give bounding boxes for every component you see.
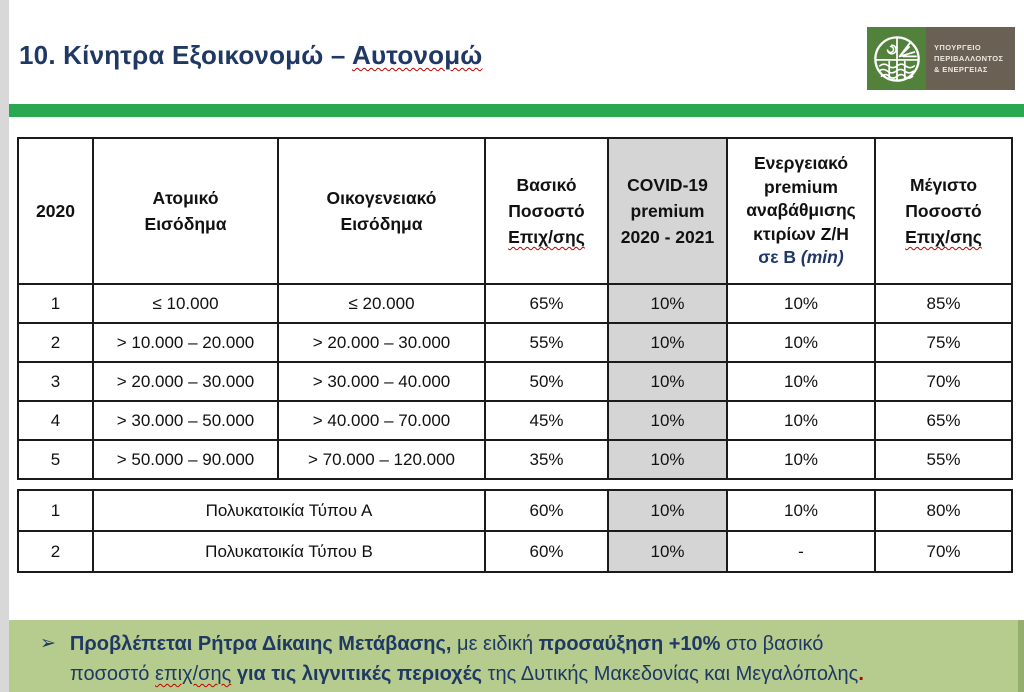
cell-energy-premium: 10% xyxy=(727,440,875,479)
cell-personal-income: > 50.000 – 90.000 xyxy=(93,440,278,479)
cell-energy-premium: 10% xyxy=(727,323,875,362)
cell-covid-premium: 10% xyxy=(608,440,727,479)
cell-personal-income: > 10.000 – 20.000 xyxy=(93,323,278,362)
cell-row-number: 1 xyxy=(18,284,93,323)
ministry-emblem-icon xyxy=(867,27,926,90)
table-row xyxy=(18,531,1012,572)
cell-covid-premium: 10% xyxy=(608,284,727,323)
cell-base-rate: 35% xyxy=(485,440,608,479)
cell-covid-premium: 10% xyxy=(608,362,727,401)
cell-energy-premium: 10% xyxy=(727,362,875,401)
table-row xyxy=(18,323,1012,362)
ministry-name-line3: & ΕΝΕΡΓΕΙΑΣ xyxy=(934,65,988,75)
cell-max-rate: 85% xyxy=(875,284,1012,323)
cell-covid-premium: 10% xyxy=(608,323,727,362)
cell-row-number: 3 xyxy=(18,362,93,401)
col-header-covid-premium: COVID-19 premium 2020 - 2021 xyxy=(608,138,727,284)
just-transition-note xyxy=(9,620,1024,692)
ministry-logo xyxy=(867,27,1015,90)
cell-covid-premium: 10% xyxy=(608,531,727,572)
cell-row-number: 4 xyxy=(18,401,93,440)
cell-row-number: 2 xyxy=(18,531,93,572)
cell-building-type: Πολυκατοικία Τύπου Α xyxy=(93,490,485,531)
cell-personal-income: > 20.000 – 30.000 xyxy=(93,362,278,401)
cell-energy-premium: 10% xyxy=(727,284,875,323)
cell-max-rate: 70% xyxy=(875,362,1012,401)
cell-base-rate: 55% xyxy=(485,323,608,362)
cell-max-rate: 80% xyxy=(875,490,1012,531)
page-title xyxy=(19,40,482,71)
cell-base-rate: 60% xyxy=(485,490,608,531)
cell-base-rate: 65% xyxy=(485,284,608,323)
cell-max-rate: 65% xyxy=(875,401,1012,440)
col-header-max-rate: Μέγιστο Ποσοστό Επιχ/σης xyxy=(875,138,1012,284)
col-header-base-rate: Βασικό Ποσοστό Επιχ/σης xyxy=(485,138,608,284)
cell-building-type: Πολυκατοικία Τύπου Β xyxy=(93,531,485,572)
table-row xyxy=(18,440,1012,479)
ministry-name xyxy=(926,27,1015,90)
cell-energy-premium: 10% xyxy=(727,490,875,531)
cell-family-income: > 70.000 – 120.000 xyxy=(278,440,485,479)
cell-covid-premium: 10% xyxy=(608,401,727,440)
ministry-name-line1: ΥΠΟΥΡΓΕΙΟ xyxy=(934,42,982,52)
cell-covid-premium: 10% xyxy=(608,490,727,531)
cell-base-rate: 45% xyxy=(485,401,608,440)
cell-base-rate: 50% xyxy=(485,362,608,401)
cell-base-rate: 60% xyxy=(485,531,608,572)
title-divider-bar xyxy=(9,104,1024,117)
table-row xyxy=(18,401,1012,440)
cell-personal-income: > 30.000 – 50.000 xyxy=(93,401,278,440)
cell-family-income: > 40.000 – 70.000 xyxy=(278,401,485,440)
cell-family-income: ≤ 20.000 xyxy=(278,284,485,323)
cell-row-number: 2 xyxy=(18,323,93,362)
cell-family-income: > 30.000 – 40.000 xyxy=(278,362,485,401)
apartment-buildings-table xyxy=(17,489,1013,573)
arrow-bullet-icon: ➢ xyxy=(40,633,56,654)
cell-max-rate: 55% xyxy=(875,440,1012,479)
note-text xyxy=(70,629,864,689)
cell-max-rate: 75% xyxy=(875,323,1012,362)
cell-row-number: 1 xyxy=(18,490,93,531)
page-title-main: 10. Κίνητρα Εξοικονομώ – xyxy=(19,40,352,70)
page-title-wavy-word: Αυτονομώ xyxy=(351,40,483,70)
col-header-personal-income: Ατομικό Εισόδημα xyxy=(93,138,278,284)
note-line-1: Προβλέπεται Ρήτρα Δίκαιης Μετάβασης, με ειδική προσαύξηση +10% στο βασικό xyxy=(69,633,824,655)
col-header-family-income: Οικογενειακό Εισόδημα xyxy=(278,138,485,284)
page-edge-strip xyxy=(0,0,9,692)
note-line-2: ποσοστό επιχ/σης για τις λιγνιτικές περιοχές της Δυτικής Μακεδονίας και Μεγαλόπολης. xyxy=(69,663,864,685)
ministry-name-line2: ΠΕΡΙΒΑΛΛΟΝΤΟΣ xyxy=(934,53,1004,63)
tree-sun-waves-icon xyxy=(871,32,923,86)
col-header-energy-premium: Ενεργειακό premium αναβάθμισης κτιρίων Ζ/Η σε Β (min) xyxy=(727,138,875,284)
incentives-table-2020 xyxy=(17,137,1013,480)
col-header-year: 2020 xyxy=(18,138,93,284)
cell-family-income: > 20.000 – 30.000 xyxy=(278,323,485,362)
table-row xyxy=(18,362,1012,401)
table-header-row xyxy=(18,138,1012,284)
cell-energy-premium: 10% xyxy=(727,401,875,440)
table-row xyxy=(18,490,1012,531)
cell-row-number: 5 xyxy=(18,440,93,479)
table-row xyxy=(18,284,1012,323)
cell-max-rate: 70% xyxy=(875,531,1012,572)
cell-personal-income: ≤ 10.000 xyxy=(93,284,278,323)
cell-energy-premium: - xyxy=(727,531,875,572)
